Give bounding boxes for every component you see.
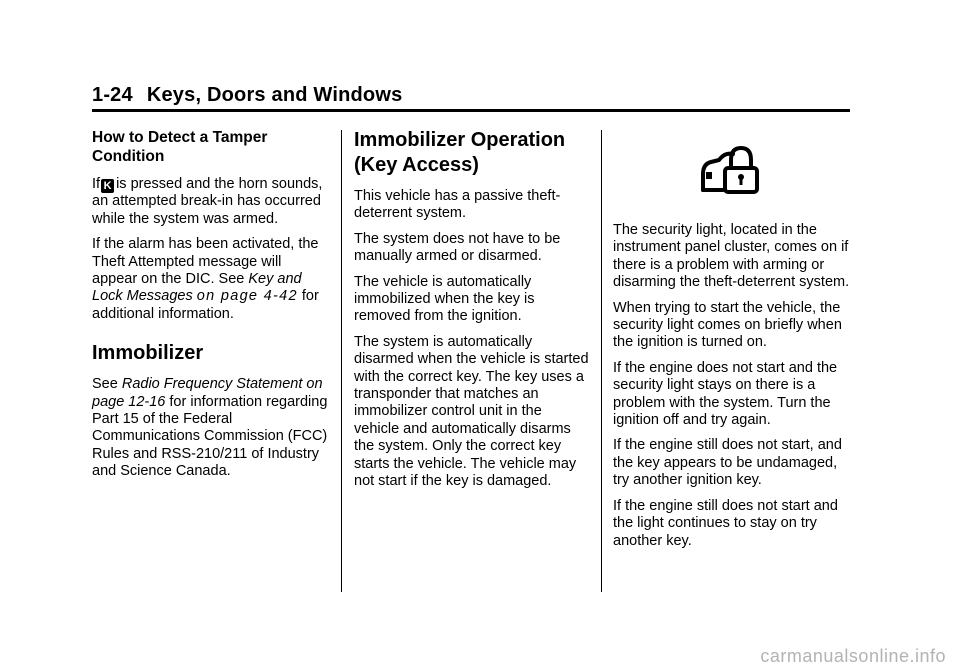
lock-key-icon: K [101,179,114,193]
column-divider-2 [601,130,602,592]
immobilizer-heading: Immobilizer [92,342,204,365]
col3-paragraph: The security light, located in the instrument panel cluster, comes on if there is a problem with arming or disarming the theft-deterrent system. [613,222,850,291]
column-1 [92,128,328,489]
tamper-p2-a: If the alarm has been activated, the Theft Attempted message will appear on the DIC. See [92,236,319,288]
header-rule [92,109,850,112]
tamper-heading: How to Detect a Tamper Condition [92,129,268,165]
col2-paragraph: The vehicle is automatically immobilized when the key is removed from the ignition. [354,273,535,325]
tamper-p2-b: for additional information. [92,288,319,322]
header-title [92,83,850,107]
tamper-paragraph-1 [92,176,328,228]
col2-paragraph: This vehicle has a passive theft-deterrent system. [354,188,561,222]
col3-paragraph: If the engine does not start and the security light stays on there is a problem with the system. Turn the ignition off and try again. [613,359,838,429]
immobilizer-operation-heading: Immobilizer Operation (Key Access) [354,129,566,176]
column-2 [354,128,590,499]
col2-paragraph: The system does not have to be manually armed or disarmed. [354,230,561,265]
tamper-p1-post: is pressed and the horn sounds, an attempted break-in has occurred while the system was armed. [92,176,323,227]
key-lock-messages-link[interactable]: Key and Lock Messages [92,271,302,305]
col3-paragraph: If the engine still does not start and the light continues to stay on try another key. [613,497,838,549]
col3-paragraph: When trying to start the vehicle, the security light comes on briefly when the ignition is turned on. [613,299,842,351]
security-light-car-lock-icon [697,144,761,196]
security-light-icon-area [613,134,853,194]
watermark: carmanualsonline.info [760,646,946,666]
imm-see: See [92,376,118,393]
col2-paragraph: The system is automatically disarmed when the vehicle is started with the correct key. The key uses a transponder that matches an immobilizer control unit in the vehicle and automatically disarms the system. Only the correct key starts the vehicle. The vehicle may not start if the key is damaged. [354,333,589,490]
page-number: 1-24 [92,84,133,106]
page-ref-link[interactable]: on page 4-42 [196,288,298,305]
tamper-p1-pre: If [92,176,101,192]
page-header [92,83,850,107]
radio-frequency-link[interactable]: Radio Frequency Statement on page 12-16 [92,376,323,410]
column-3 [613,128,853,558]
immobilizer-paragraph [92,376,328,480]
column-divider-1 [341,130,342,592]
col3-paragraph: If the engine still does not start, and the key appears to be undamaged, try another ignition key. [613,437,842,489]
imm-rest: for information regarding Part 15 of the Federal Communications Commission (FCC) Rules and RSS-210/211 of Industry and Science Canada. [92,393,328,480]
tamper-paragraph-2 [92,236,328,323]
chapter-title: Keys, Doors and Windows [146,84,403,106]
